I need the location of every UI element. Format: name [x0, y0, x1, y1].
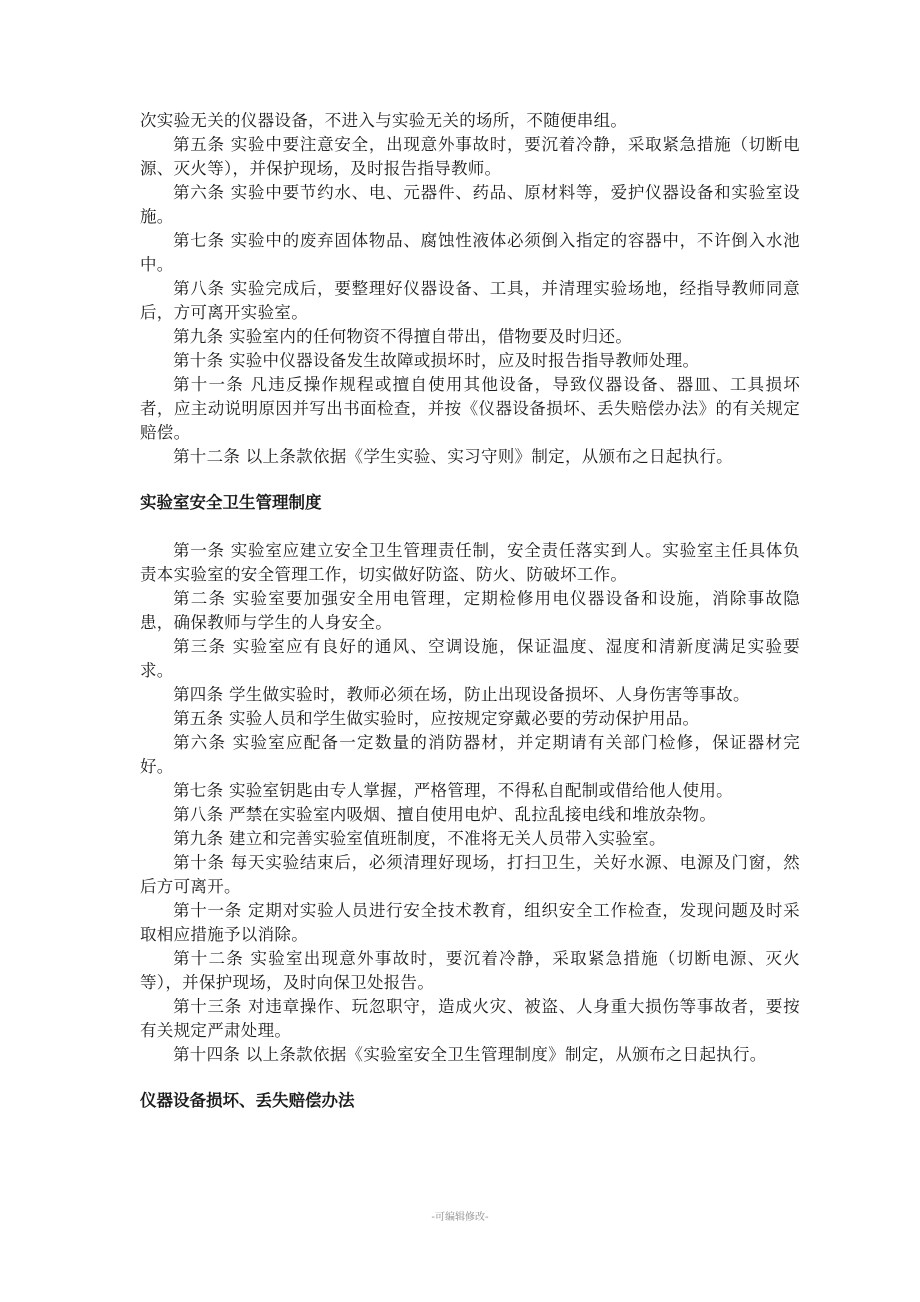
- safety-article-6: 第六条 实验室应配备一定数量的消防器材，并定期请有关部门检修，保证器材完好。: [140, 733, 800, 776]
- article-9: 第九条 实验室内的任何物资不得擅自带出，借物要及时归还。: [173, 327, 633, 346]
- safety-article-10: 第十条 每天实验结束后，必须清理好现场，打扫卫生，关好水源、电源及门窗，然后方可离开。: [140, 853, 800, 896]
- safety-article-14: 第十四条 以上条款依据《实验室安全卫生管理制度》制定，从颁布之日起执行。: [173, 1045, 767, 1064]
- paragraph: 次实验无关的仪器设备，不进入与实验无关的场所，不随便串组。: [140, 111, 628, 130]
- safety-article-4: 第四条 学生做实验时，教师必须在场，防止出现设备损坏、人身伤害等事故。: [173, 685, 750, 704]
- article-12: 第十二条 以上条款依据《学生实验、实习守则》制定，从颁布之日起执行。: [173, 447, 733, 466]
- document-body: [140, 109, 800, 1137]
- article-6: 第六条 实验中要节约水、电、元器件、药品、原材料等，爱护仪器设备和实验室设施。: [140, 183, 800, 226]
- safety-article-8: 第八条 严禁在实验室内吸烟、擅自使用电炉、乱拉乱接电线和堆放杂物。: [173, 805, 717, 824]
- safety-article-3: 第三条 实验室应有良好的通风、空调设施，保证温度、湿度和清新度满足实验要求。: [140, 637, 800, 680]
- article-7: 第七条 实验中的废弃固体物品、腐蚀性液体必须倒入指定的容器中，不许倒入水池中。: [140, 231, 800, 274]
- section-lab-rules: [140, 109, 800, 469]
- article-5: 第五条 实验中要注意安全，出现意外事故时，要沉着冷静，采取紧急措施（切断电源、灭火等），并保护现场，及时报告指导教师。: [140, 135, 800, 178]
- safety-article-7: 第七条 实验室钥匙由专人掌握，严格管理，不得私自配制或借给他人使用。: [173, 781, 733, 800]
- section-heading-compensation: 仪器设备损坏、丢失赔偿办法: [140, 1091, 355, 1110]
- article-10: 第十条 实验中仪器设备发生故障或损坏时，应及时报告指导教师处理。: [173, 351, 700, 370]
- section-safety-rules: [140, 539, 800, 1067]
- safety-article-13: 第十三条 对违章操作、玩忽职守，造成火灾、被盗、人身重大损伤等事故者，要按有关规定严肃处理。: [140, 997, 800, 1040]
- safety-article-1: 第一条 实验室应建立安全卫生管理责任制，安全责任落实到人。实验室主任具体负责本实验室的安全管理工作，切实做好防盗、防火、防破坏工作。: [140, 541, 800, 584]
- safety-article-11: 第十一条 定期对实验人员进行安全技术教育，组织安全工作检查，发现问题及时采取相应措施予以消除。: [140, 901, 800, 944]
- safety-article-5: 第五条 实验人员和学生做实验时，应按规定穿戴必要的劳动保护用品。: [173, 709, 700, 728]
- section-heading-safety: 实验室安全卫生管理制度: [140, 493, 322, 512]
- page-footer: -可编辑修改-: [431, 1212, 489, 1223]
- article-8: 第八条 实验完成后，要整理好仪器设备、工具，并清理实验场地，经指导教师同意后，方可离开实验室。: [140, 279, 800, 322]
- safety-article-2: 第二条 实验室要加强安全用电管理，定期检修用电仪器设备和设施，消除事故隐患，确保教师与学生的人身安全。: [140, 589, 800, 632]
- safety-article-12: 第十二条 实验室出现意外事故时，要沉着冷静，采取紧急措施（切断电源、灭火等），并保护现场，及时向保卫处报告。: [140, 949, 800, 992]
- article-11: 第十一条 凡违反操作规程或擅自使用其他设备，导致仪器设备、器皿、工具损坏者，应主动说明原因并写出书面检查，并按《仪器设备损坏、丢失赔偿办法》的有关规定赔偿。: [140, 375, 800, 442]
- safety-article-9: 第九条 建立和完善实验室值班制度，不准将无关人员带入实验室。: [173, 829, 666, 848]
